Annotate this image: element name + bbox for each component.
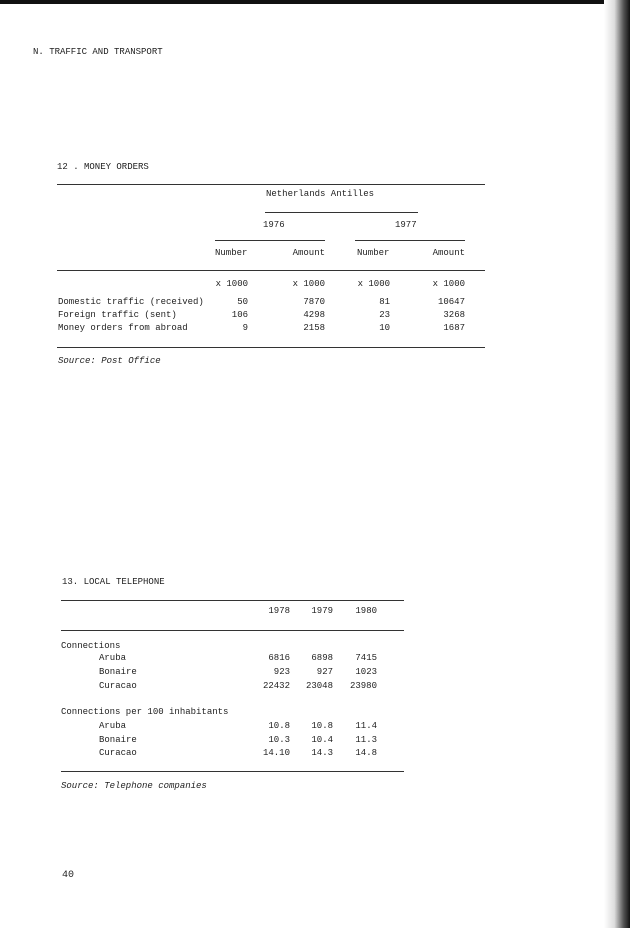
- column-header: Number: [215, 248, 248, 258]
- cell: 23048: [305, 681, 333, 691]
- divider: [57, 184, 485, 185]
- year-header: 1977: [395, 220, 417, 230]
- section-header: N. TRAFFIC AND TRANSPORT: [33, 47, 163, 57]
- unit-label: x 1000: [432, 279, 465, 289]
- divider: [215, 240, 325, 241]
- divider: [61, 771, 404, 772]
- row-label: Bonaire: [99, 667, 137, 677]
- cell: 2158: [303, 323, 325, 333]
- cell: 7415: [355, 653, 377, 663]
- cell: 10647: [437, 297, 465, 307]
- unit-label: x 1000: [215, 279, 248, 289]
- column-header: Amount: [432, 248, 465, 258]
- group-label: Connections per 100 inhabitants: [61, 707, 229, 717]
- row-label: Money orders from abroad: [58, 323, 188, 333]
- page-number: 40: [62, 870, 75, 881]
- cell: 23: [379, 310, 390, 320]
- unit-label: x 1000: [357, 279, 390, 289]
- cell: 14.8: [355, 748, 377, 758]
- divider: [57, 270, 485, 271]
- cell: 10.3: [268, 735, 290, 745]
- divider: [61, 630, 404, 631]
- group-label: Connections: [61, 641, 121, 651]
- cell: 10: [379, 323, 390, 333]
- cell: 81: [379, 297, 390, 307]
- cell: 22432: [262, 681, 290, 691]
- table-title: 12 . MONEY ORDERS: [57, 162, 149, 172]
- cell: 923: [273, 667, 290, 677]
- row-label: Aruba: [99, 721, 127, 731]
- cell: 10.8: [268, 721, 290, 731]
- source-note: Source: Telephone companies: [61, 781, 207, 791]
- column-header: Number: [357, 248, 390, 258]
- cell: 9: [242, 323, 248, 333]
- scan-right-edge: [604, 0, 630, 928]
- cell: 3268: [443, 310, 465, 320]
- cell: 11.3: [355, 735, 377, 745]
- cell: 50: [237, 297, 248, 307]
- row-label: Curacao: [99, 748, 137, 758]
- year-header: 1979: [311, 606, 333, 616]
- divider: [61, 600, 404, 601]
- row-label: Curacao: [99, 681, 137, 691]
- cell: 10.4: [311, 735, 333, 745]
- row-label: Foreign traffic (sent): [58, 310, 177, 320]
- cell: 7870: [303, 297, 325, 307]
- cell: 23980: [349, 681, 377, 691]
- cell: 1023: [355, 667, 377, 677]
- year-header: 1980: [355, 606, 377, 616]
- cell: 106: [231, 310, 248, 320]
- cell: 14.10: [262, 748, 290, 758]
- year-header: 1978: [268, 606, 290, 616]
- cell: 10.8: [311, 721, 333, 731]
- group-header: Netherlands Antilles: [265, 189, 375, 199]
- scan-top-edge: [0, 0, 630, 4]
- divider: [265, 212, 418, 213]
- source-note: Source: Post Office: [58, 356, 161, 366]
- cell: 6898: [311, 653, 333, 663]
- table-title: 13. LOCAL TELEPHONE: [62, 577, 165, 587]
- row-label: Aruba: [99, 653, 127, 663]
- cell: 927: [316, 667, 333, 677]
- cell: 11.4: [355, 721, 377, 731]
- cell: 6816: [268, 653, 290, 663]
- divider: [355, 240, 465, 241]
- cell: 1687: [443, 323, 465, 333]
- divider: [57, 347, 485, 348]
- row-label: Domestic traffic (received): [58, 297, 204, 307]
- column-header: Amount: [292, 248, 325, 258]
- year-header: 1976: [263, 220, 285, 230]
- cell: 14.3: [311, 748, 333, 758]
- unit-label: x 1000: [292, 279, 325, 289]
- row-label: Bonaire: [99, 735, 137, 745]
- cell: 4298: [303, 310, 325, 320]
